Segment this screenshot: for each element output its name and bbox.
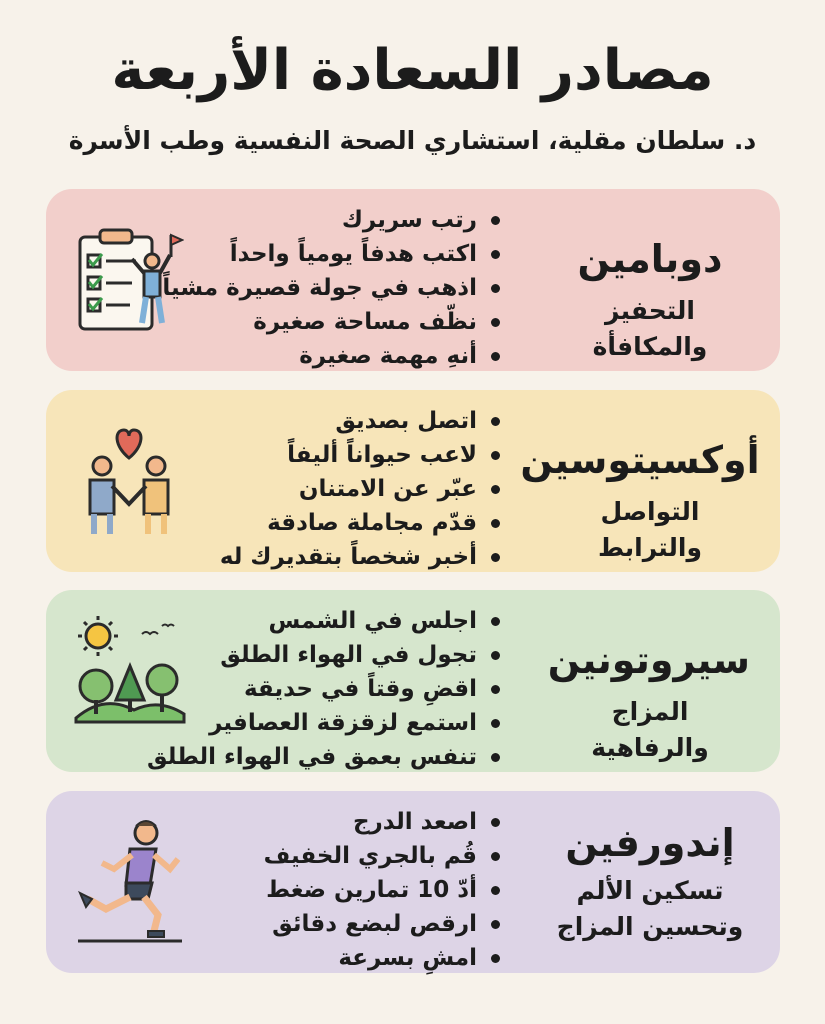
list-item: أدّ 10 تمارين ضغط: [264, 873, 500, 907]
list-item: نظّف مساحة صغيرة: [162, 305, 500, 339]
card-description: المزاج والرفاهية: [591, 697, 709, 763]
list-item: اتصل بصديق: [220, 404, 500, 438]
list-item: اصعد الدرج: [264, 805, 500, 839]
list-item: تنفس بعمق في الهواء الطلق: [147, 740, 500, 774]
list-item: رتب سريرك: [162, 203, 500, 237]
card-description: تسكين الألم وتحسين المزاج: [556, 876, 744, 942]
list-item: قدّم مجاملة صادقة: [220, 506, 500, 540]
card-oxytocin: [46, 390, 780, 572]
list-item: اقضِ وقتاً في حديقة: [147, 672, 500, 706]
card-name: إندورفين: [565, 821, 735, 865]
holding-hands-heart-icon: [74, 424, 184, 536]
card-description: التحفيز والمكافأة: [592, 296, 708, 362]
list-item: أخبر شخصاً بتقديرك له: [220, 540, 500, 574]
bullet-list: [162, 203, 500, 373]
sun-nature-icon: [74, 614, 186, 726]
card-name: سيروتونين: [547, 638, 750, 682]
list-item: اكتب هدفاً يومياً واحداً: [162, 237, 500, 271]
list-item: امشِ بسرعة: [264, 941, 500, 975]
card-description: التواصل والترابط: [598, 497, 702, 563]
checklist-goal-icon: [74, 227, 184, 335]
list-item: ارقص لبضع دقائق: [264, 907, 500, 941]
card-endorphin: [46, 791, 780, 973]
list-item: أنهِ مهمة صغيرة: [162, 339, 500, 373]
card-serotonin: [46, 590, 780, 772]
bullet-list: [264, 805, 500, 975]
card-name: دوبامين: [577, 237, 723, 281]
bullet-list: [147, 604, 500, 774]
page-subtitle: د. سلطان مقلية، استشاري الصحة النفسية وطب الأسرة: [68, 126, 757, 155]
list-item: قُم بالجري الخفيف: [264, 839, 500, 873]
running-person-icon: [74, 817, 186, 947]
bullet-list: [220, 404, 500, 574]
list-item: اذهب في جولة قصيرة مشياً: [162, 271, 500, 305]
page-title: مصادر السعادة الأربعة: [111, 38, 714, 103]
list-item: تجول في الهواء الطلق: [147, 638, 500, 672]
card-name: أوكسيتوسين: [520, 438, 760, 482]
list-item: عبّر عن الامتنان: [220, 472, 500, 506]
list-item: لاعب حيواناً أليفاً: [220, 438, 500, 472]
card-dopamine: [46, 189, 780, 371]
list-item: استمع لزقزقة العصافير: [147, 706, 500, 740]
list-item: اجلس في الشمس: [147, 604, 500, 638]
